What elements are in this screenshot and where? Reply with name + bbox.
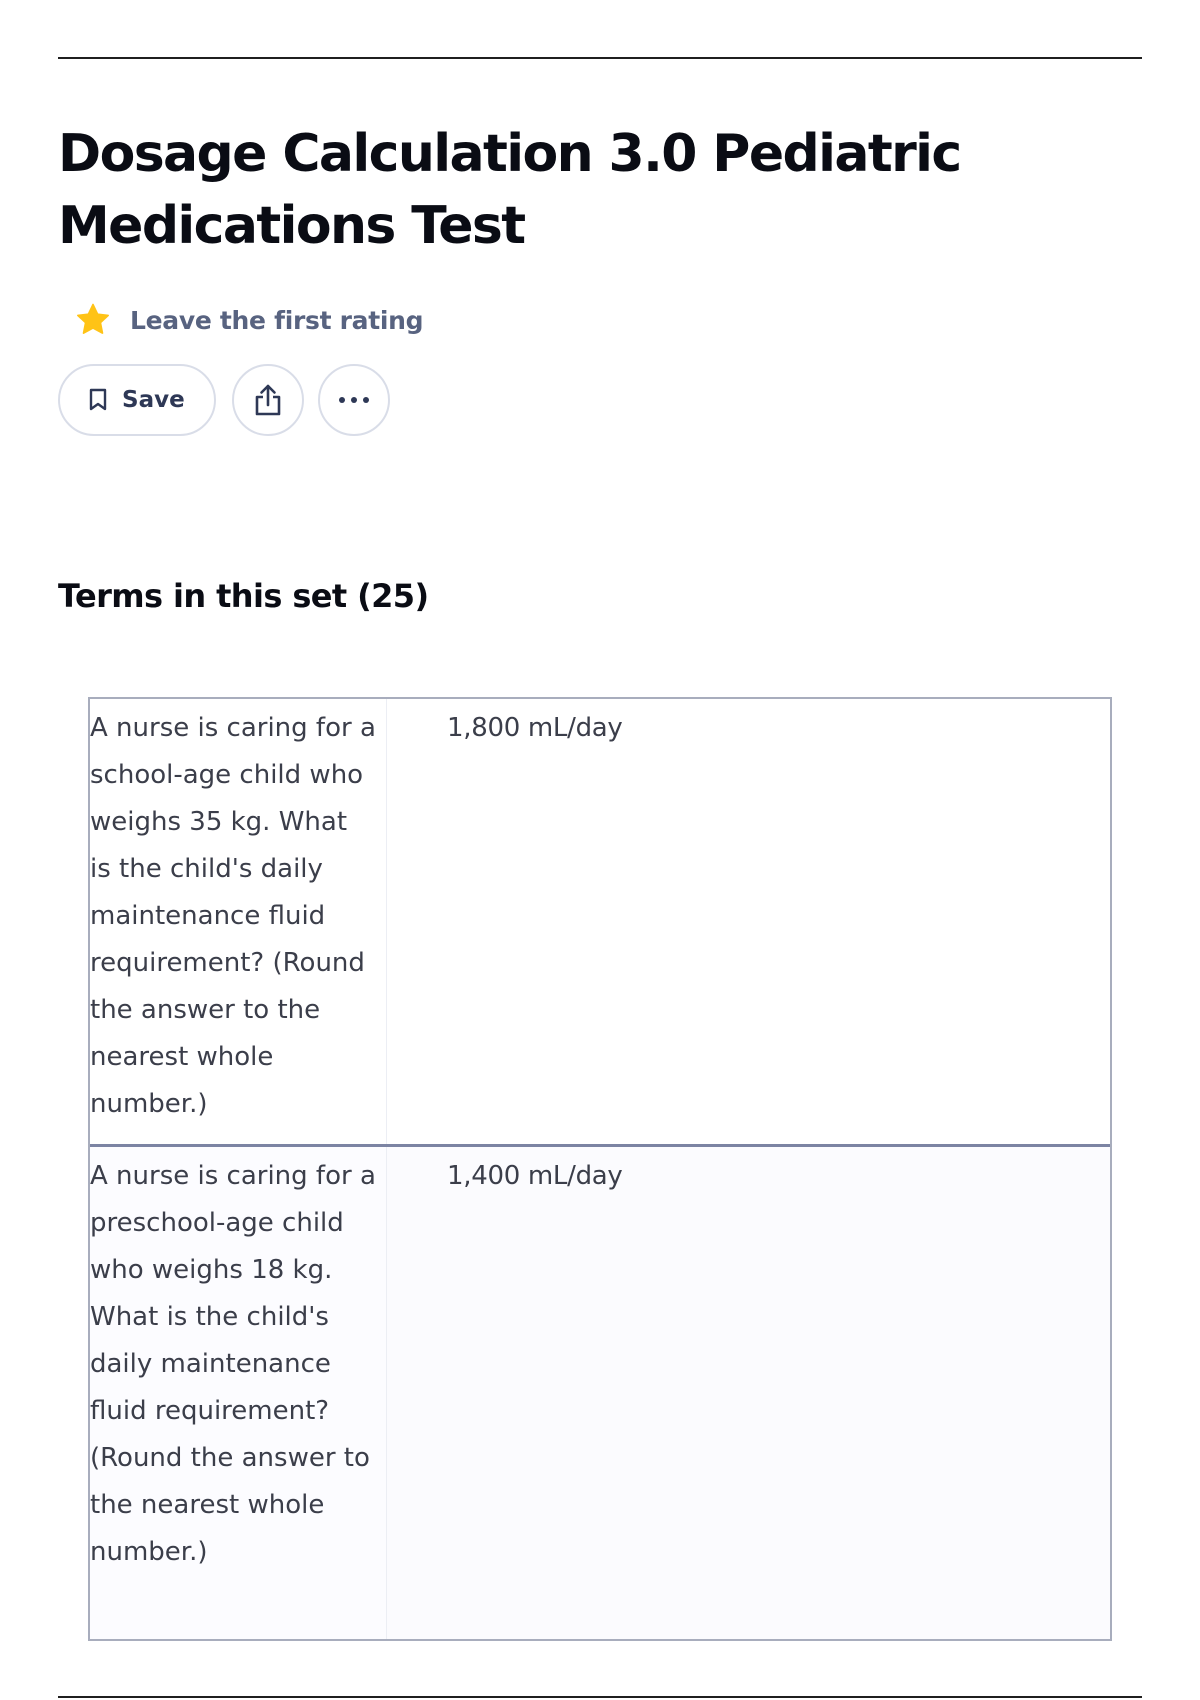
terms-heading: Terms in this set (25)	[58, 577, 429, 615]
bottom-divider	[58, 1696, 1142, 1698]
bookmark-icon	[88, 388, 108, 412]
star-icon	[74, 301, 112, 339]
share-icon	[252, 383, 284, 417]
action-bar	[58, 364, 390, 436]
share-button[interactable]	[232, 364, 304, 436]
term-answer: 1,400 mL/day	[387, 1147, 1110, 1639]
term-answer: 1,800 mL/day	[447, 713, 623, 743]
term-row	[90, 699, 1110, 1144]
rating-label: Leave the first rating	[130, 305, 424, 335]
rating-prompt[interactable]	[74, 300, 423, 340]
term-question: A nurse is caring for a school-age child who weighs 35 kg. What is the child's daily maintenance fluid requirement? (Round the answer to the nearest whole number.)	[90, 699, 387, 1144]
save-button[interactable]	[58, 364, 216, 436]
page-title: Dosage Calculation 3.0 Pediatric Medications Test	[58, 124, 961, 256]
more-horizontal-icon	[337, 396, 371, 404]
save-label: Save	[122, 387, 185, 413]
term-question: A nurse is caring for a preschool-age child who weighs 18 kg. What is the child's daily maintenance fluid requirement? (Round the answer to the nearest whole number.)	[90, 1147, 387, 1639]
terms-table	[88, 697, 1112, 1641]
top-divider	[58, 57, 1142, 59]
more-options-button[interactable]	[318, 364, 390, 436]
term-row	[90, 1144, 1110, 1639]
